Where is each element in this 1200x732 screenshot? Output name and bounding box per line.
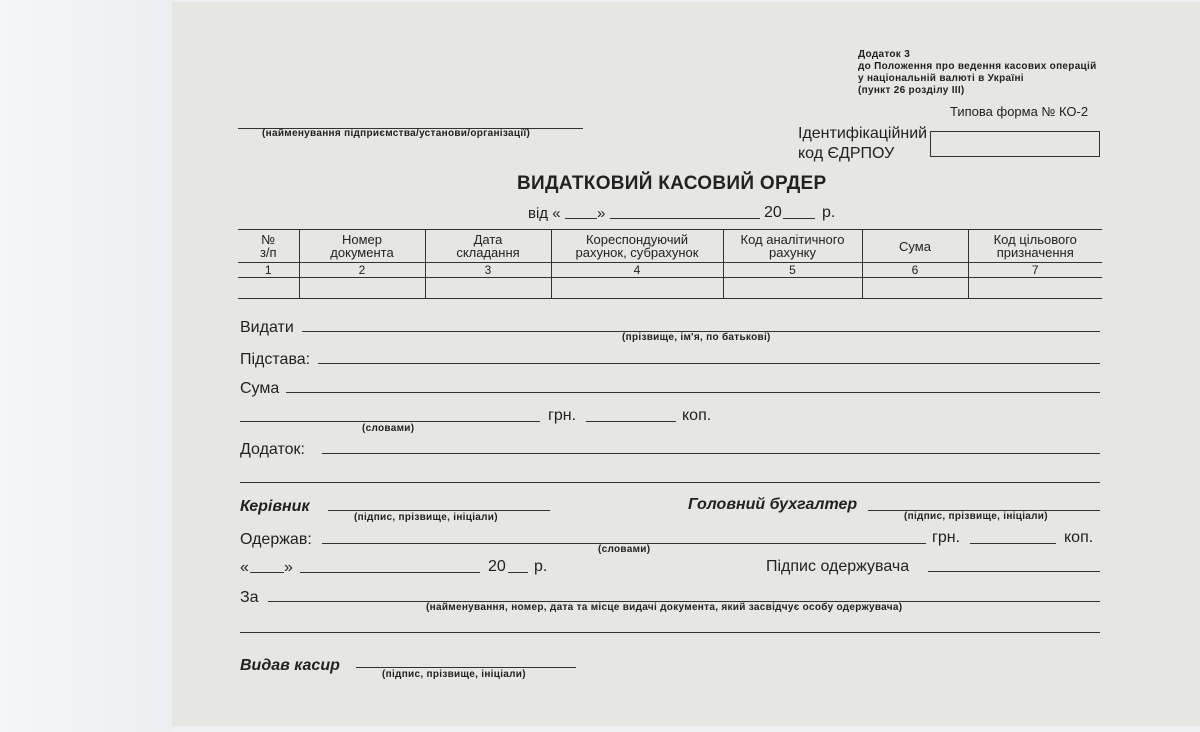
- cell-number[interactable]: [238, 278, 299, 299]
- header-number: № з/п: [238, 230, 299, 263]
- appendix-title: Додаток 3: [858, 49, 911, 60]
- header-account: Кореспондуючий рахунок, субрахунок: [551, 230, 723, 263]
- cell-purpose-code[interactable]: [968, 278, 1102, 299]
- kasyr-label: Видав касир: [240, 657, 340, 674]
- header-doc-number: Номер документа: [299, 230, 425, 263]
- cell-sum[interactable]: [862, 278, 968, 299]
- oderzhav-label: Одержав:: [240, 531, 312, 548]
- date-year-prefix: 20: [764, 204, 782, 221]
- oderzhav-kop-line[interactable]: [970, 543, 1056, 544]
- order-table: [238, 229, 1102, 299]
- sign-date-day-line[interactable]: [250, 572, 284, 573]
- za-label: За: [240, 589, 259, 606]
- col-num-4: 4: [551, 263, 723, 278]
- cell-analytic-code[interactable]: [723, 278, 862, 299]
- suma-words-caption: (словами): [362, 423, 415, 434]
- oderzhav-kop: коп.: [1064, 529, 1094, 546]
- dodatok-line-2[interactable]: [240, 482, 1100, 483]
- oderzhav-hrn: грн.: [932, 529, 961, 546]
- pidstava-label: Підстава:: [240, 351, 311, 368]
- edrpou-input[interactable]: [930, 131, 1100, 157]
- appendix-line-1: до Положення про ведення касових операцій: [858, 61, 1097, 72]
- header-sum: Сума: [862, 230, 968, 263]
- recipient-signature-label: Підпис одержувача: [766, 558, 910, 575]
- background-sheet: [0, 0, 172, 732]
- hrn-label: грн.: [548, 407, 577, 424]
- suma-label: Сума: [240, 380, 280, 397]
- oderzhav-caption: (словами): [598, 544, 651, 555]
- date-from-label: від «: [528, 205, 561, 222]
- date-close-quote: »: [597, 205, 606, 222]
- sign-date-open: «: [240, 559, 249, 576]
- pidstava-line[interactable]: [318, 363, 1100, 364]
- holovnyi-caption: (підпис, прізвище, ініціали): [904, 511, 1048, 522]
- table-header-row: [238, 230, 1102, 263]
- kop-label: коп.: [682, 407, 712, 424]
- edrpou-label-2: код ЄДРПОУ: [798, 145, 895, 162]
- col-num-2: 2: [299, 263, 425, 278]
- kop-value-line[interactable]: [586, 421, 676, 422]
- date-day-line[interactable]: [565, 218, 597, 219]
- col-num-6: 6: [862, 263, 968, 278]
- header-analytic-code: Код аналітичного рахунку: [723, 230, 862, 263]
- sign-date-close: »: [284, 559, 293, 576]
- form-type: Типова форма № КО-2: [950, 104, 1089, 119]
- suma-words-line[interactable]: [240, 421, 540, 422]
- table-row[interactable]: [238, 278, 1102, 299]
- vydaty-label: Видати: [240, 319, 294, 336]
- suma-line[interactable]: [286, 392, 1100, 393]
- holovnyi-label: Головний бухгалтер: [688, 496, 858, 513]
- cell-account[interactable]: [551, 278, 723, 299]
- sign-date-year: 20: [488, 558, 506, 575]
- cell-doc-number[interactable]: [299, 278, 425, 299]
- dodatok-line[interactable]: [322, 453, 1100, 454]
- za-line-2[interactable]: [240, 632, 1100, 633]
- kasyr-sign-line[interactable]: [356, 667, 576, 668]
- sign-date-month-line[interactable]: [300, 572, 480, 573]
- header-date: Дата складання: [425, 230, 551, 263]
- kerivnyk-label: Керівник: [240, 498, 310, 515]
- date-month-line[interactable]: [610, 218, 760, 219]
- col-num-5: 5: [723, 263, 862, 278]
- dodatok-label: Додаток:: [240, 441, 305, 458]
- vydaty-caption: (прізвище, ім'я, по батькові): [622, 332, 771, 343]
- appendix-line-2: у національній валюті в Україні: [858, 73, 1024, 84]
- appendix-line-3: (пункт 26 розділу ІІІ): [858, 85, 965, 96]
- org-caption: (найменування підприємства/установи/організації): [262, 128, 531, 139]
- header-purpose-code: Код цільового призначення: [968, 230, 1102, 263]
- col-num-7: 7: [968, 263, 1102, 278]
- col-num-3: 3: [425, 263, 551, 278]
- kerivnyk-sign-line[interactable]: [328, 510, 550, 511]
- document-title: ВИДАТКОВИЙ КАСОВИЙ ОРДЕР: [517, 173, 827, 194]
- kasyr-caption: (підпис, прізвище, ініціали): [382, 669, 526, 680]
- col-num-1: 1: [238, 263, 299, 278]
- date-year-line[interactable]: [783, 218, 815, 219]
- edrpou-label-1: Ідентифікаційний: [798, 125, 928, 142]
- recipient-signature-line[interactable]: [928, 571, 1100, 572]
- za-caption: (найменування, номер, дата та місце видачі документа, який засвідчує особу одержувача): [426, 602, 903, 613]
- table-number-row: [238, 263, 1102, 278]
- kerivnyk-caption: (підпис, прізвище, ініціали): [354, 512, 498, 523]
- cell-date[interactable]: [425, 278, 551, 299]
- sign-date-r: р.: [534, 558, 548, 575]
- sign-date-year-line[interactable]: [508, 572, 528, 573]
- date-r-label: р.: [822, 204, 836, 221]
